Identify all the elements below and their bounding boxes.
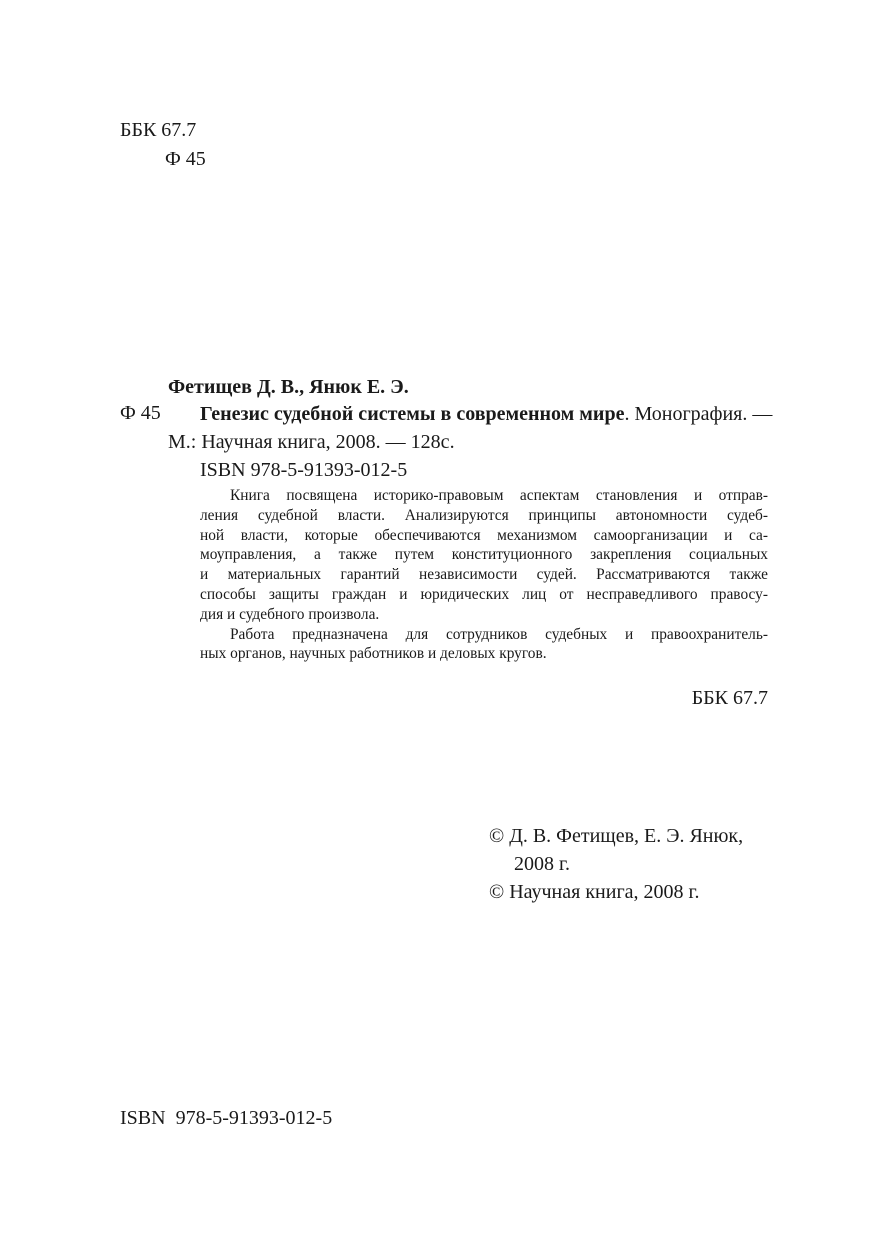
bbk-code-right: ББК 67.7 [691, 687, 768, 709]
bbk-code-top: ББК 67.7 [120, 119, 197, 141]
abstract-line: ной власти, которые обеспечиваются механизмом самоорганизации и са- [200, 526, 768, 544]
copyright-authors: © Д. В. Фетищев, Е. Э. Янюк, [489, 825, 744, 847]
abstract-line: дия и судебного произвола. [200, 605, 380, 623]
abstract-line: способы защиты граждан и юридических лиц от несправедливого правосу- [200, 585, 768, 603]
abstract-line: ления судебной власти. Анализируются принципы автономности судеб- [200, 506, 768, 524]
author-mark-side: Ф 45 [120, 402, 161, 424]
abstract-line: Книга посвящена историко-правовым аспектам становления и отправ- [230, 487, 768, 504]
abstract-line: моуправления, а также путем конституционного закрепления социальных [200, 546, 768, 564]
imprint: М.: Научная книга, 2008. — 128с. [168, 431, 455, 453]
book-title: Генезис судебной системы в современном мире [200, 403, 625, 425]
abstract-line: ных органов, научных работников и деловых кругов. [200, 645, 547, 663]
abstract [200, 486, 768, 664]
copyright-authors-year: 2008 г. [514, 853, 570, 875]
authors: Фетищев Д. В., Янюк Е. Э. [168, 376, 409, 398]
title-suffix: . Монография. — [624, 403, 773, 425]
abstract-line: и материальных гарантий независимости судей. Рассматриваются также [200, 566, 768, 584]
author-mark-top: Ф 45 [165, 148, 206, 170]
copyright-publisher: © Научная книга, 2008 г. [489, 881, 700, 903]
isbn-footer: ISBN 978-5-91393-012-5 [120, 1107, 333, 1129]
isbn-record: ISBN 978-5-91393-012-5 [200, 459, 408, 481]
title-line [200, 400, 772, 428]
abstract-line: Работа предназначена для сотрудников судебных и правоохранитель- [230, 625, 768, 643]
